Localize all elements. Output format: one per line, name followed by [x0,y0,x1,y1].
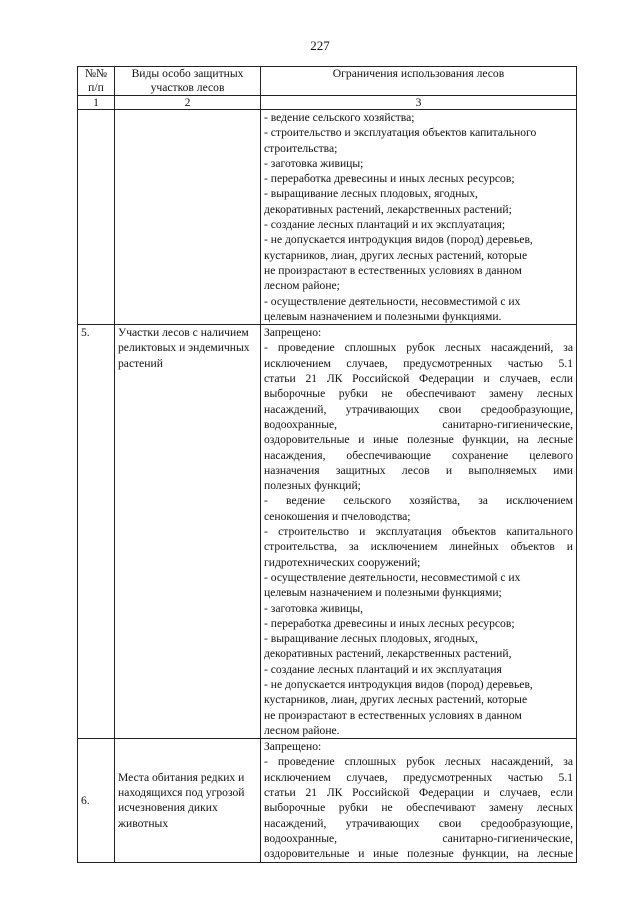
column-number: 2 [115,96,261,110]
restriction-line: лесном районе. [264,723,340,737]
restriction-line: назначения защитных лесов и выполняемых ими [264,463,573,477]
restriction-line: лесном районе; [264,279,340,293]
restriction-line: Запрещено: [264,740,322,754]
restriction-line: насаждений, утрачивающих свои средообразующие, [264,402,573,416]
restriction-line: насаждения, обеспечивающие сохранение целевого [264,448,573,462]
restriction-line: - проведение сплошных рубок лесных насаждений, за [264,755,573,769]
row-number: 6. [78,739,115,862]
restriction-line: - создание лесных плантаций и их эксплуатация; [264,218,506,232]
restriction-line: выборочные рубки не обеспечивают замену лесных [264,387,573,401]
restriction-line: Запрещено: [264,326,322,340]
restriction-line: водоохранные, санитарно-гигиенические, [264,417,573,431]
forest-area-type [115,110,261,325]
restriction-line: декоративных растений, лекарственных растений, [264,647,512,661]
restrictions-table [77,66,577,863]
restrictions-cell [261,739,577,862]
restriction-line: - строительство и эксплуатация объектов капитального [264,525,573,539]
row-number [78,110,115,325]
header-num: №№ п/п [78,67,115,96]
restriction-line: - заготовка живицы, [264,601,364,615]
restriction-line: - осуществление деятельности, несовместимой с их [264,294,521,308]
restriction-line: не произрастают в естественных условиях в данном [264,263,522,277]
restriction-line: гидротехнических сооружений; [264,555,421,569]
restriction-line: кустарников, лиан, других лесных растений, которые [264,248,528,262]
restriction-line: строительства; [264,141,338,155]
page-number: 227 [310,38,330,53]
restriction-line: - переработка древесины и иных лесных ресурсов; [264,616,515,630]
restriction-line: - выращивание лесных плодовых, ягодных, [264,187,478,201]
row-number: 5. [78,325,115,739]
forest-area-type: Места обитания редких и находящихся под угрозой исчезновения диких животных [115,739,261,862]
restriction-line: - строительство и эксплуатация объектов капитального [264,126,537,140]
restriction-line: - создание лесных плантаций и их эксплуатация [264,662,502,676]
restriction-line: - выращивание лесных плодовых, ягодных, [264,632,478,646]
restriction-line: кустарников, лиан, других лесных растений, которые [264,693,528,707]
restriction-line: насаждений, утрачивающих свои средообразующие, [264,816,573,830]
restriction-line: - проведение сплошных рубок лесных насаждений, за [264,341,573,355]
restriction-line: целевым назначением и полезными функциями; [264,586,502,600]
restriction-line: целевым назначением и полезными функциями. [264,309,502,323]
restriction-line: - осуществление деятельности, несовместимой с их [264,570,521,584]
restriction-line: оздоровительные и иные полезные функции, на лесные [264,847,573,861]
table-row [78,739,577,862]
table-row [78,110,577,325]
restriction-line: - ведение сельского хозяйства, за исключением [264,494,573,508]
restriction-line: не произрастают в естественных условиях в данном [264,708,522,722]
restrictions-cell [261,110,577,325]
restriction-line: оздоровительные и иные полезные функции, на лесные [264,433,573,447]
restriction-line: сенокошения и пчеловодства; [264,509,411,523]
header-type: Виды особо защитных участков лесов [115,67,261,96]
restriction-line: декоративных растений, лекарственных растений; [264,202,512,216]
restriction-line: выборочные рубки не обеспечивают замену лесных [264,801,573,815]
header-restrictions: Ограничения использования лесов [261,67,577,96]
restriction-line: - ведение сельского хозяйства; [264,111,415,124]
forest-area-type: Участки лесов с наличием реликтовых и эндемичных растений [115,325,261,739]
restriction-line: исключением случаев, предусмотренных частью 5.1 [264,770,573,784]
restriction-line: полезных функций; [264,479,361,493]
table-row [78,325,577,739]
restrictions-cell [261,325,577,739]
restriction-line: статьи 21 ЛК Российской Федерации и случаев, если [264,372,573,386]
restriction-line: водоохранные, санитарно-гигиенические, [264,831,573,845]
column-number: 3 [261,96,577,110]
restriction-line: - заготовка живицы; [264,156,364,170]
table-header-row [78,67,577,96]
restriction-line: - не допускается интродукция видов (пород) деревьев, [264,677,533,691]
column-number: 1 [78,96,115,110]
restriction-line: исключением случаев, предусмотренных частью 5.1 [264,356,573,370]
restriction-line: строительства, за исключением линейных объектов и [264,540,573,554]
restriction-line: статьи 21 ЛК Российской Федерации и случаев, если [264,786,573,800]
column-number-row [78,96,577,110]
restriction-line: - не допускается интродукция видов (пород) деревьев, [264,233,533,247]
restriction-line: - переработка древесины и иных лесных ресурсов; [264,172,515,186]
